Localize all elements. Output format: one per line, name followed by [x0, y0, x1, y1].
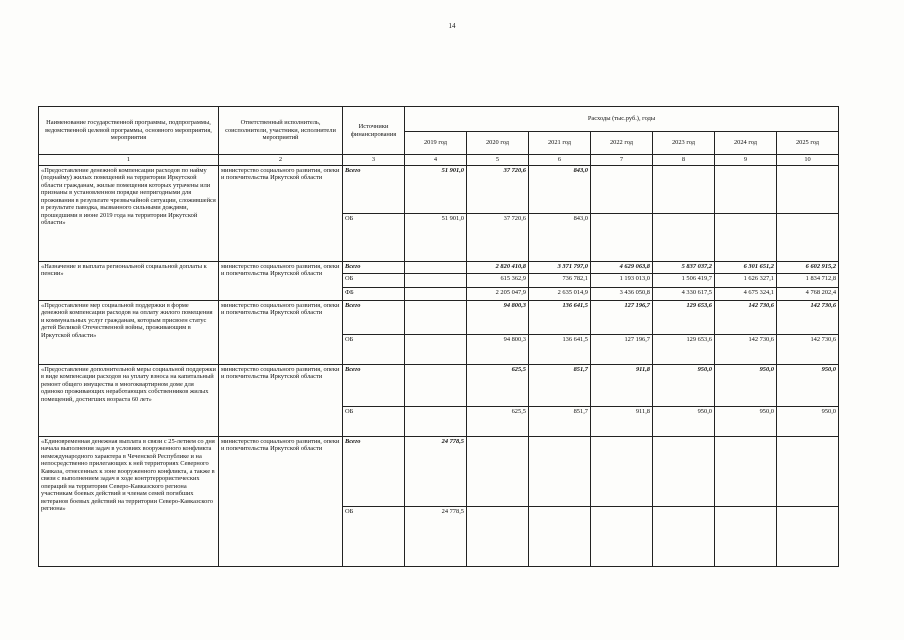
measure-executor: министерство социального развития, опеки и попечительства Иркутской области	[219, 300, 343, 364]
expense-value	[715, 436, 777, 506]
table-row	[39, 261, 839, 273]
table-row	[39, 165, 839, 213]
expense-value: 5 837 037,2	[653, 261, 715, 273]
header-program: Наименование государственной программы, подпрограммы, ведомственной целевой программы, основного мероприятия, мероприятия	[39, 107, 219, 155]
expense-value: 950,0	[715, 364, 777, 406]
expense-value	[467, 506, 529, 566]
funding-source: ОБ	[343, 213, 405, 261]
funding-source: ОБ	[343, 506, 405, 566]
expense-value	[529, 506, 591, 566]
table-row	[39, 436, 839, 506]
funding-source: Всего	[343, 436, 405, 506]
expense-value	[777, 506, 839, 566]
header-year: 2024 год	[715, 132, 777, 155]
expense-value: 911,8	[591, 406, 653, 436]
column-number: 3	[343, 155, 405, 166]
expense-value: 1 193 013,0	[591, 273, 653, 287]
expense-value: 4 330 617,5	[653, 287, 715, 300]
measure-name: «Предоставление денежной компенсации расходов по найму (поднайму) жилых помещений на территории Иркутской области гражданам, жилые помещения которых утрачены или признаны в установленном порядке непригодными для проживания в результате чрезвычайной ситуации, сложившейся в результате паводка, вызванного сильными дождями, прошедшими в июне 2019 года на территории Иркутской области»	[39, 165, 219, 261]
column-number: 9	[715, 155, 777, 166]
expense-value	[653, 213, 715, 261]
expense-value: 625,5	[467, 406, 529, 436]
measure-name: «Предоставление мер социальной поддержки в форме денежной компенсации расходов на оплату жилого помещения и коммунальных услуг гражданам, которым присвоен статус детей Великой Отечественной войны, проживающим в Иркутской области»	[39, 300, 219, 364]
expense-value: 2 820 410,8	[467, 261, 529, 273]
expense-value: 4 629 063,8	[591, 261, 653, 273]
column-number: 6	[529, 155, 591, 166]
expense-value: 51 901,0	[405, 213, 467, 261]
header-year: 2020 год	[467, 132, 529, 155]
expense-value	[715, 213, 777, 261]
measure-executor: министерство социального развития, опеки и попечительства Иркутской области	[219, 165, 343, 261]
header-executor: Ответственный исполнитель, соисполнители, участники, исполнители мероприятий	[219, 107, 343, 155]
expense-value	[715, 165, 777, 213]
expense-value	[405, 273, 467, 287]
expense-value: 4 675 324,1	[715, 287, 777, 300]
expense-value: 94 800,3	[467, 334, 529, 364]
expense-value	[591, 506, 653, 566]
expense-value: 24 778,5	[405, 506, 467, 566]
funding-source: Всего	[343, 261, 405, 273]
expense-value	[777, 436, 839, 506]
expense-value: 615 362,9	[467, 273, 529, 287]
column-number: 7	[591, 155, 653, 166]
measure-name: «Единовременная денежная выплата в связи с 25-летием со дня начала выполнения задач в условиях вооруженного конфликта немеждународного характера в Чеченской Республике и на непосредственно прилегающих к ней территориях Северного Кавказа, отнесенных к зоне вооруженного конфликта, а также в связи с выполнением задач в ходе контртеррористических операций на территории Северо-Кавказского региона участникам боевых действий и членам семей погибших ветеранов боевых действий на территории Северо-Кавказского региона»	[39, 436, 219, 566]
expense-value	[715, 506, 777, 566]
expense-value	[591, 436, 653, 506]
table-row	[39, 300, 839, 334]
funding-source: Всего	[343, 165, 405, 213]
expense-value: 136 641,5	[529, 334, 591, 364]
expense-value	[653, 165, 715, 213]
expense-value: 1 506 419,7	[653, 273, 715, 287]
expense-value: 851,7	[529, 406, 591, 436]
page-number: 14	[448, 22, 456, 30]
expense-value: 2 205 047,9	[467, 287, 529, 300]
header-year: 2022 год	[591, 132, 653, 155]
expense-value	[777, 213, 839, 261]
header-expenses: Расходы (тыс.руб.), годы	[405, 107, 839, 132]
expense-value: 2 635 014,9	[529, 287, 591, 300]
expense-value: 6 602 915,2	[777, 261, 839, 273]
funding-source: Всего	[343, 364, 405, 406]
header-source: Источники финансирования	[343, 107, 405, 155]
header-year: 2025 год	[777, 132, 839, 155]
expense-value: 129 653,6	[653, 334, 715, 364]
expense-value: 843,0	[529, 213, 591, 261]
expense-value	[467, 436, 529, 506]
expense-value: 142 730,6	[777, 300, 839, 334]
measure-executor: министерство социального развития, опеки и попечительства Иркутской области	[219, 261, 343, 300]
column-number: 1	[39, 155, 219, 166]
header-year: 2023 год	[653, 132, 715, 155]
header-year: 2019 год	[405, 132, 467, 155]
expense-value: 142 730,6	[715, 334, 777, 364]
expense-value: 94 800,3	[467, 300, 529, 334]
expense-value: 911,8	[591, 364, 653, 406]
column-number: 10	[777, 155, 839, 166]
expense-value	[405, 364, 467, 406]
expense-value: 736 782,1	[529, 273, 591, 287]
expense-value: 4 768 202,4	[777, 287, 839, 300]
expense-value	[777, 165, 839, 213]
expense-value: 625,5	[467, 364, 529, 406]
measure-executor: министерство социального развития, опеки и попечительства Иркутской области	[219, 364, 343, 436]
expense-value: 3 436 050,8	[591, 287, 653, 300]
expense-value: 129 653,6	[653, 300, 715, 334]
expense-value	[653, 436, 715, 506]
expense-value	[591, 165, 653, 213]
expense-value: 142 730,6	[715, 300, 777, 334]
measure-executor: министерство социального развития, опеки и попечительства Иркутской области	[219, 436, 343, 566]
expense-value: 950,0	[777, 406, 839, 436]
measure-name: «Назначение и выплата региональной социальной доплаты к пенсии»	[39, 261, 219, 300]
header-year: 2021 год	[529, 132, 591, 155]
budget-table	[38, 106, 839, 567]
expense-value	[405, 287, 467, 300]
expense-value: 950,0	[777, 364, 839, 406]
expense-value	[405, 300, 467, 334]
expense-value: 142 730,6	[777, 334, 839, 364]
expense-value	[653, 506, 715, 566]
expense-value: 950,0	[653, 364, 715, 406]
expense-value: 950,0	[653, 406, 715, 436]
expense-value: 950,0	[715, 406, 777, 436]
column-number: 8	[653, 155, 715, 166]
expense-value: 51 901,0	[405, 165, 467, 213]
expense-value: 1 626 327,1	[715, 273, 777, 287]
funding-source: ОБ	[343, 406, 405, 436]
expense-value	[405, 406, 467, 436]
funding-source: ФБ	[343, 287, 405, 300]
table-body	[39, 165, 839, 566]
funding-source: ОБ	[343, 334, 405, 364]
expense-value	[529, 436, 591, 506]
expense-value: 1 834 712,8	[777, 273, 839, 287]
expense-value: 136 641,5	[529, 300, 591, 334]
expense-value: 3 371 797,0	[529, 261, 591, 273]
expense-value	[405, 334, 467, 364]
expense-value: 127 196,7	[591, 334, 653, 364]
column-number: 4	[405, 155, 467, 166]
expense-value: 37 720,6	[467, 213, 529, 261]
expense-value	[591, 213, 653, 261]
funding-source: ОБ	[343, 273, 405, 287]
column-number: 5	[467, 155, 529, 166]
table-row	[39, 364, 839, 406]
column-number: 2	[219, 155, 343, 166]
expense-value	[405, 261, 467, 273]
expense-value: 851,7	[529, 364, 591, 406]
expense-value: 127 196,7	[591, 300, 653, 334]
expense-value: 843,0	[529, 165, 591, 213]
funding-source: Всего	[343, 300, 405, 334]
expense-value: 24 778,5	[405, 436, 467, 506]
expense-value: 37 720,6	[467, 165, 529, 213]
measure-name: «Предоставление дополнительной меры социальной поддержки в виде компенсации расходов на уплату взноса на капитальный ремонт общего имущества в многоквартирном доме для одиноко проживающих неработающих собственников жилых помещений, достигших возраста 60 лет»	[39, 364, 219, 436]
expense-value: 6 301 651,2	[715, 261, 777, 273]
